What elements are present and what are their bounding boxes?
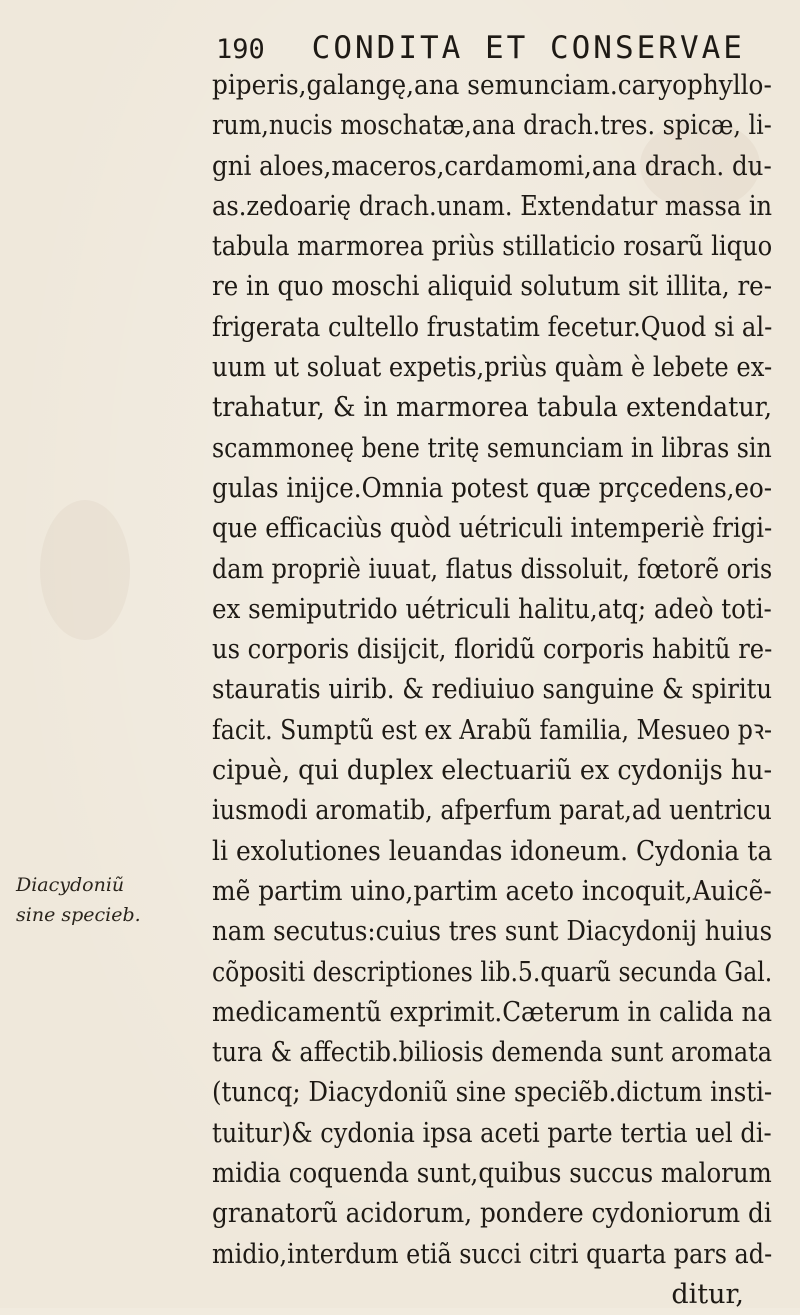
- text-line: uum ut soluat expetis,priùs quàm è lebete ex-: [212, 352, 773, 384]
- page-number: 190: [216, 34, 265, 65]
- text-line: dam propriè iuuat, flatus dissoluit, fœtorẽ oris: [212, 553, 773, 585]
- text-line: gulas inijce.Omnia potest quæ prçcedens,eo-: [212, 472, 773, 504]
- text-line: granatorũ acidorum, pondere cydoniorum di: [212, 1198, 772, 1230]
- text-line: piperis,galangę,ana semunciam.caryophyllo-: [212, 70, 772, 101]
- catchword-line: ditur,: [671, 1278, 744, 1310]
- text-line: cõpositi descriptiones lib.5.quarũ secunda Gal.: [212, 956, 773, 988]
- text-line: medicamentũ exprimit.Cæterum in calida na: [212, 996, 773, 1028]
- text-line: trahatur, & in marmorea tabula extendatur,: [212, 392, 773, 424]
- text-line: tabula marmorea priùs stillaticio rosarũ liquo: [212, 231, 773, 263]
- text-line: us corporis disijcit, floridũ corporis habitũ re-: [212, 634, 773, 666]
- running-title: CONDITA ET CONSERVAE: [311, 30, 745, 66]
- text-line: (tuncq; Diacydoniũ sine speciẽb.dictum insti-: [212, 1077, 773, 1109]
- text-line: iusmodi aromatib, afperfum parat,ad uentricu: [212, 795, 772, 827]
- main-text-block: [212, 66, 772, 1315]
- text-line: re in quo moschi aliquid solutum sit illita, re-: [212, 271, 772, 303]
- text-line: nam secutus:cuius tres sunt Diacydonij huius: [212, 916, 773, 948]
- text-line: ex semiputrido uétriculi halitu,atq; adeò toti-: [212, 593, 772, 625]
- paper-stain: [40, 500, 130, 640]
- text-line: rum,nucis moschatæ,ana drach.tres. spicæ, li-: [212, 110, 772, 142]
- text-line: cipuè, qui duplex electuariũ ex cydonijs hu-: [212, 755, 773, 787]
- text-line: li exolutiones leuandas idoneum. Cydonia ta: [212, 835, 773, 867]
- text-line: gni aloes,maceros,cardamomi,ana drach. du-: [212, 150, 772, 182]
- text-line: mẽ partim uino,partim aceto incoquit,Auicẽ-: [212, 875, 772, 907]
- text-line: tuitur)& cydonia ipsa aceti parte tertia uel di-: [212, 1117, 772, 1149]
- text-line: midio,interdum etiã succi citri quarta pars ad-: [212, 1238, 773, 1270]
- page-header: [216, 30, 756, 70]
- text-line: scammoneę bene tritę semunciam in libras sin: [212, 432, 772, 464]
- text-line: as.zedoarię drach.unam. Extendatur massa in: [212, 190, 773, 222]
- margin-note-line: sine specieb.: [16, 904, 141, 926]
- margin-note: [16, 870, 206, 930]
- text-line: midia coquenda sunt,quibus succus malorum: [212, 1158, 772, 1190]
- text-line: facit. Sumptũ est ex Arabũ familia, Mesueo pꝛ-: [212, 714, 773, 746]
- text-line: que efficaciùs quòd uétriculi intemperiè frigi-: [212, 513, 773, 545]
- text-line: frigerata cultello frustatim fecetur.Quod si al-: [212, 311, 773, 343]
- text-line: stauratis uirib. & rediuiuo sanguine & spiritu: [212, 674, 773, 706]
- text-line: tura & affectib.biliosis demenda sunt aromata: [212, 1037, 773, 1069]
- margin-note-line: Diacydoniũ: [16, 874, 125, 896]
